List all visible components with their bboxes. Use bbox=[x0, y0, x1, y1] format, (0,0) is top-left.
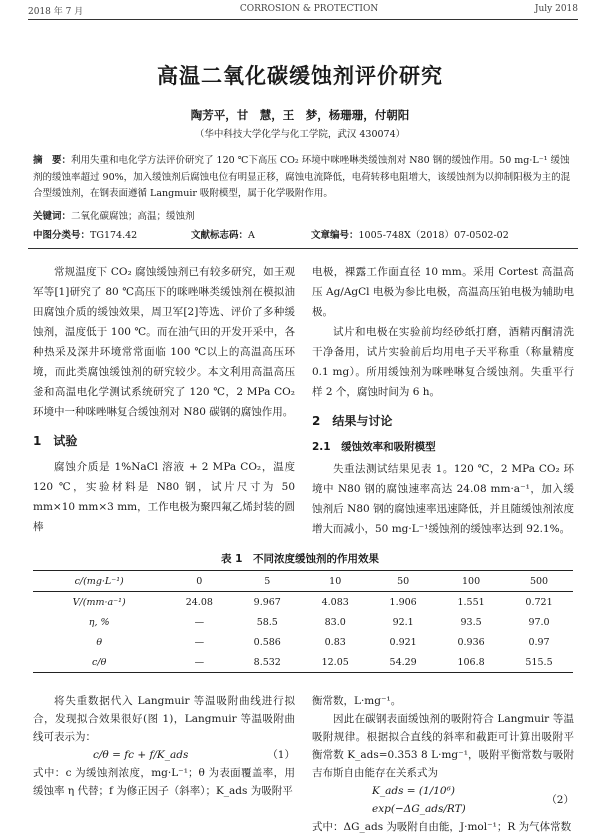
results-paragraph: 失重法测试结果见表 1。120 ℃，2 MPa CO₂ 环境中 N80 钢的腐蚀速率高达 24.08 mm·a⁻¹，加入缓蚀剂后 N80 钢的腐蚀速率迅速降低，并且随缓蚀剂浓度增大而减小，50 mg·L⁻¹缓蚀剂的缓蚀率达到 92.1%。 bbox=[312, 463, 574, 535]
table-cell: 0.921 bbox=[389, 636, 417, 648]
table-header-cell: 10 bbox=[329, 575, 342, 587]
table-cell: θ bbox=[96, 636, 103, 648]
table-cell: 9.967 bbox=[253, 596, 281, 608]
table-row bbox=[33, 612, 573, 632]
adsorption-paragraph: 因此在碳钢表面缓蚀剂的吸附符合 Langmuir 等温吸附规律。根据拟合直线的斜率和截距可计算出吸附平衡常数 K_ads=0.353 8 L·mg⁻¹，吸附平衡常数与吸附吉布斯自由能存在关系式为 bbox=[312, 713, 574, 779]
experiment-paragraph: 腐蚀介质是 1%NaCl 溶液 + 2 MPa CO₂，温度 120 ℃，实验材料是 N80 钢，试片尺寸为 50 mm×10 mm×3 mm，工作电极为聚四氟乙烯封装的圆棒 bbox=[33, 461, 295, 533]
table-header-cell: 100 bbox=[462, 575, 481, 587]
table-header-cell: c/(mg·L⁻¹) bbox=[74, 575, 124, 587]
table-cell: — bbox=[194, 636, 205, 648]
table-cell: η, % bbox=[88, 616, 110, 628]
table-header-cell: 0 bbox=[196, 575, 203, 587]
table-cell: 106.8 bbox=[457, 656, 485, 668]
table-row bbox=[33, 632, 573, 652]
equation-1-body: c/θ = fc + f/K_ads bbox=[93, 749, 189, 761]
table-cell: V/(mm·a⁻¹) bbox=[72, 596, 126, 608]
article-number: 文章编号：1005-748X（2018）07-0502-02 bbox=[311, 230, 509, 241]
table-header-cell: 5 bbox=[264, 575, 271, 587]
table-row bbox=[33, 652, 573, 673]
intro-paragraph: 常规温度下 CO₂ 腐蚀缓蚀剂已有较多研究，如王观军等[1]研究了 80 ℃高压下的咪唑啉类缓蚀剂在模拟油田腐蚀介质的缓蚀效果，周卫军[2]等选、评价了多种缓蚀剂，温度低于 100 ℃。而在油气田的开发开采中，各种热采及深井环境常常面临 100 ℃以上的高温高压环境，而此类腐蚀缓蚀剂的研究较少。本文利用高温高压釜和高温电化学测试系统研究了 120 ℃，2 MPa CO₂ 环境中一种咪唑啉复合缓蚀剂对 N80 碳钢的腐蚀作用。 bbox=[33, 266, 295, 418]
table-title: 表 1 不同浓度缓蚀剂的作用效果 bbox=[221, 553, 379, 565]
units-line: 衡常数，L·mg⁻¹。 bbox=[312, 695, 402, 707]
table-cell: 0.936 bbox=[457, 636, 485, 648]
table-cell: 54.29 bbox=[389, 656, 417, 668]
table-cell: 1.551 bbox=[457, 596, 485, 608]
bottom-left-column bbox=[33, 692, 295, 800]
abstract-text: 利用失重和电化学方法评价研究了 120 ℃下高压 CO₂ 环境中咪唑啉类缓蚀剂对 N80 钢的缓蚀作用。50 mg·L⁻¹ 缓蚀剂的缓蚀率超过 90%，加入缓蚀剂后腐蚀电位有明显正移，腐蚀电流降低，电荷转移电阻增大，该缓蚀剂为以抑制阳极为主的混合型缓蚀剂，在钢表面遵循 Langmuir 吸附模型，属于化学吸附作用。 bbox=[33, 155, 571, 199]
inhibitor-effect-table bbox=[33, 570, 573, 673]
table-cell: 8.532 bbox=[253, 656, 281, 668]
doc-code: 文献标志码：A bbox=[191, 230, 255, 241]
table-cell: 24.08 bbox=[185, 596, 213, 608]
section-heading-results: 2 结果与讨论 bbox=[312, 414, 393, 428]
right-column bbox=[312, 262, 574, 539]
table-cell: 0.97 bbox=[528, 636, 550, 648]
subsection-heading-efficiency: 2.1 缓蚀效率和吸附模型 bbox=[312, 441, 436, 453]
keywords bbox=[33, 208, 573, 222]
table-cell: 4.083 bbox=[321, 596, 349, 608]
equation-2-number: （2） bbox=[546, 794, 574, 806]
table-header-row bbox=[33, 571, 573, 592]
paper-title: 高温二氧化碳缓蚀剂评价研究 bbox=[157, 64, 443, 88]
table-cell: 12.05 bbox=[321, 656, 349, 668]
table-cell: 97.0 bbox=[528, 616, 550, 628]
table-cell: 0.721 bbox=[525, 596, 553, 608]
electrode-paragraph: 电极，裸露工作面直径 10 mm。采用 Cortest 高温高压 Ag/AgCl 电极为参比电极，高温高压铂电极为辅助电极。 bbox=[312, 266, 574, 318]
table-cell: — bbox=[194, 616, 205, 628]
section-rule bbox=[28, 248, 578, 249]
section-heading-experiment: 1 试验 bbox=[33, 434, 78, 448]
author-list: 陶芳平，甘 慧，王 梦，杨珊珊，付朝阳 bbox=[190, 108, 410, 122]
table-header-cell: 50 bbox=[397, 575, 410, 587]
specimen-paragraph: 试片和电极在实验前均经砂纸打磨，酒精丙酮清洗干净备用，试片实验前后均用电子天平称重（称量精度 0.1 mg）。所用缓蚀剂为咪唑啉复合缓蚀剂。失重平行样 2 个，腐蚀时间为 6 h。 bbox=[312, 326, 574, 398]
bottom-right-column bbox=[312, 692, 574, 836]
table-cell: 92.1 bbox=[392, 616, 414, 628]
equation-2-legend: 式中：ΔG_ads 为吸附自由能，J·mol⁻¹；R 为气体常数 bbox=[312, 821, 572, 833]
keywords-text: 二氧化碳腐蚀；高温；缓蚀剂 bbox=[71, 211, 195, 222]
header-date: 2018 年 7 月 bbox=[28, 7, 84, 17]
table-header-cell: 500 bbox=[529, 575, 549, 587]
header-date-en: July 2018 bbox=[534, 4, 578, 14]
table-cell: 83.0 bbox=[324, 616, 346, 628]
equation-2-body: K_ads = (1/10⁶) exp(−ΔG_ads/RT) bbox=[372, 785, 466, 815]
keywords-label: 关键词： bbox=[33, 211, 72, 222]
equation-1-legend: 式中：c 为缓蚀剂浓度，mg·L⁻¹；θ 为表面覆盖率，用缓蚀率 η 代替；f 为修正因子（斜率）；K_ads 为吸附平 bbox=[33, 767, 295, 797]
clc-code: 中图分类号：TG174.42 bbox=[33, 230, 138, 241]
table-cell: 0.586 bbox=[253, 636, 281, 648]
abstract bbox=[33, 153, 573, 203]
table-cell: 1.906 bbox=[389, 596, 417, 608]
table-cell: 93.5 bbox=[460, 616, 482, 628]
table-cell: 515.5 bbox=[525, 656, 553, 668]
table-cell: — bbox=[194, 656, 205, 668]
affiliation: （华中科技大学化学与化工学院，武汉 430074） bbox=[194, 129, 406, 140]
header-rule bbox=[28, 19, 578, 20]
table-row bbox=[33, 592, 573, 613]
table-cell: 58.5 bbox=[256, 616, 278, 628]
left-column bbox=[33, 262, 295, 537]
langmuir-paragraph: 将失重数据代入 Langmuir 等温吸附曲线进行拟合，发现拟合效果很好(图 1)，Langmuir 等温吸附曲线可表示为： bbox=[33, 695, 295, 743]
table-cell: 0.83 bbox=[324, 636, 346, 648]
running-header bbox=[28, 4, 578, 18]
equation-1-number: （1） bbox=[267, 749, 295, 761]
equation-1 bbox=[33, 746, 295, 764]
header-journal: CORROSION & PROTECTION bbox=[239, 4, 379, 14]
equation-2 bbox=[312, 782, 574, 818]
table-cell: c/θ bbox=[92, 656, 107, 668]
abstract-label: 摘 要： bbox=[33, 155, 72, 166]
